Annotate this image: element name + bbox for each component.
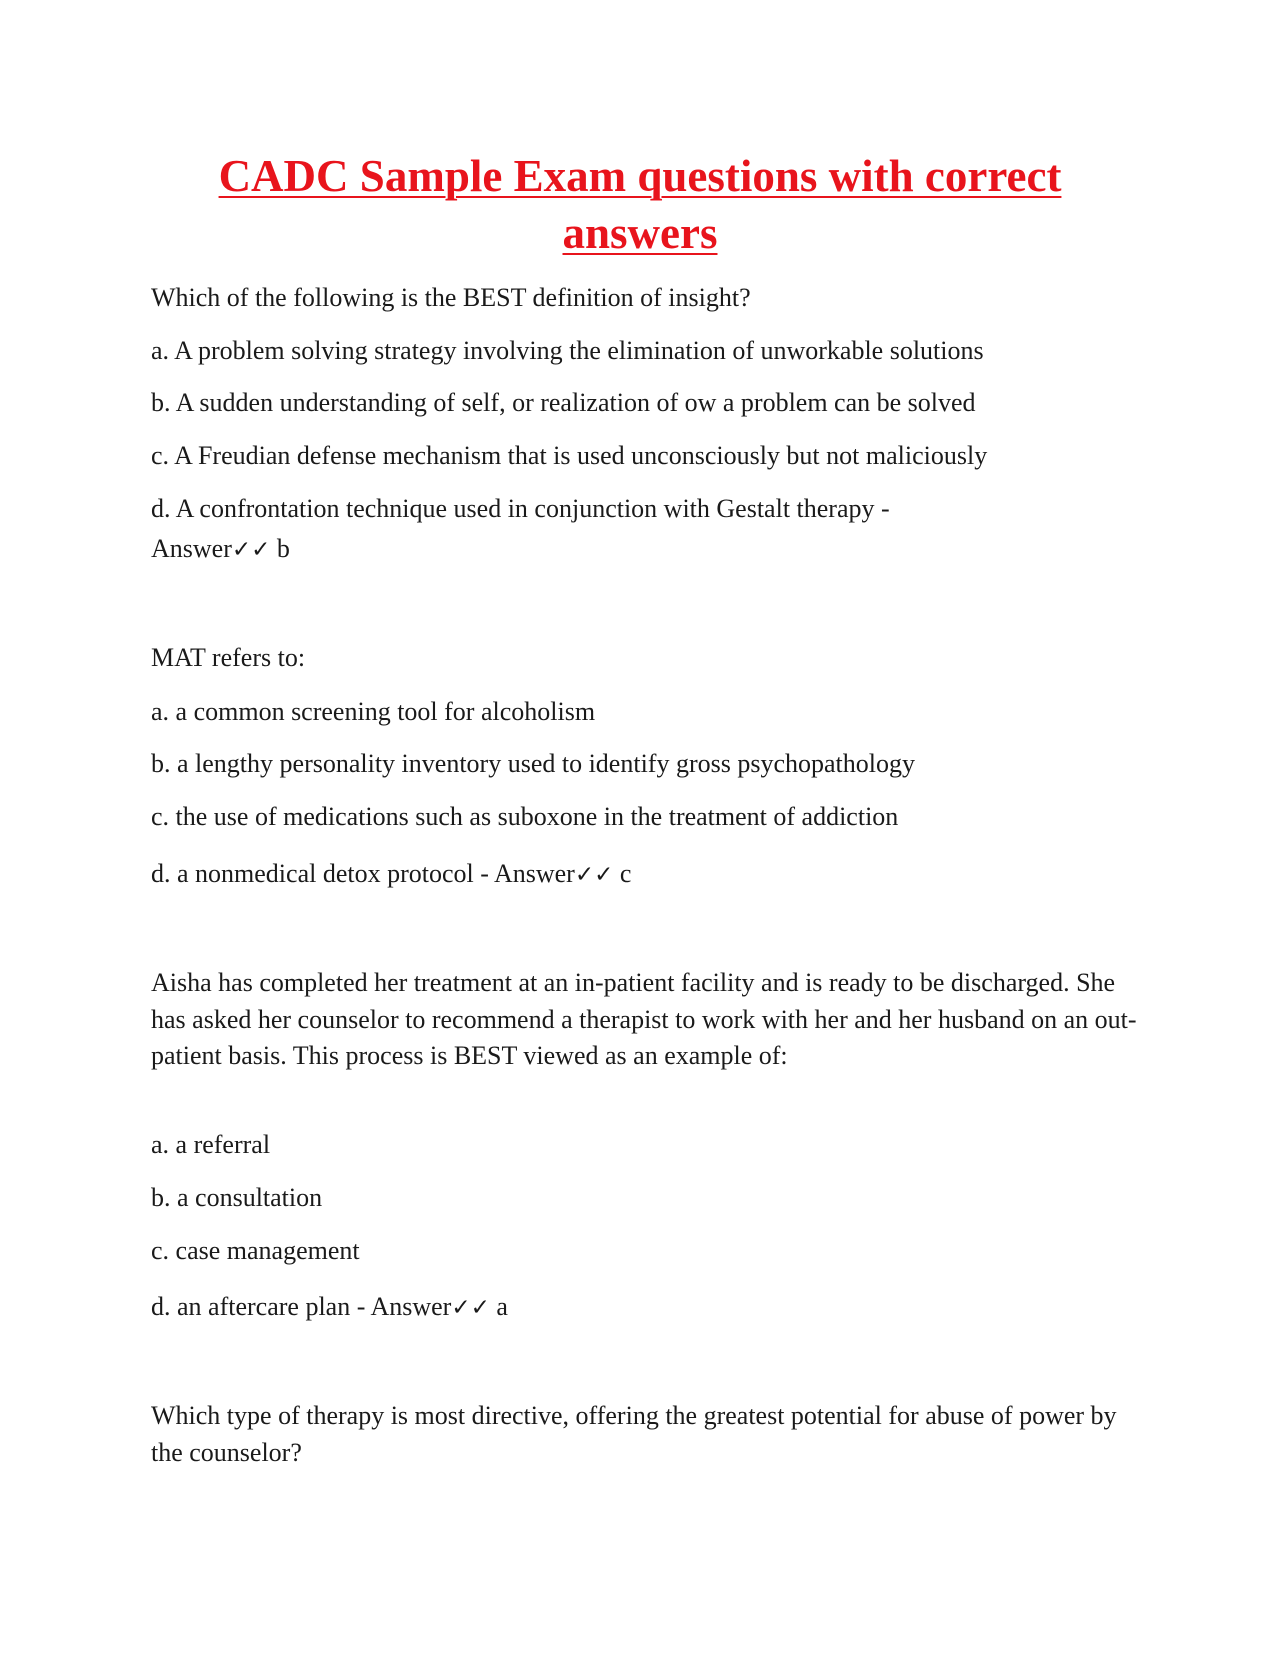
check-icon: ✓✓ [231, 537, 271, 563]
answer-label: Answer [493, 859, 575, 888]
question-1-option-b: b. A sudden understanding of self, or realization of ow a problem can be solved [151, 388, 976, 417]
question-3-option-b: b. a consultation [151, 1183, 323, 1212]
question-3-option-a: a. a referral [151, 1130, 271, 1159]
question-2-answer-line [151, 856, 1141, 893]
answer-letter: c [619, 859, 632, 888]
question-3-answer-line [151, 1289, 1141, 1326]
answer-label: Answer [370, 1292, 452, 1321]
question-1-option-a: a. A problem solving strategy involving the elimination of unworkable solutions [151, 336, 984, 365]
question-3-option-d: d. an aftercare plan - [151, 1292, 371, 1321]
question-1-option-d: d. A confrontation technique used in conjunction with Gestalt therapy - [151, 494, 890, 523]
answer-letter: a [496, 1292, 508, 1321]
question-2-option-c: c. the use of medications such as suboxone in the treatment of addiction [151, 802, 899, 831]
answer-letter: b [276, 534, 290, 563]
question-3-stem: Aisha has completed her treatment at an in-patient facility and is ready to be discharged. She has asked her counselor to recommend a therapist to work with her and her husband on an out-patient basis. This process is BEST viewed as an example of: [151, 968, 1137, 1070]
question-1-answer [151, 531, 1141, 568]
question-2-stem: MAT refers to: [151, 643, 306, 672]
question-1-stem: Which of the following is the BEST definition of insight? [151, 283, 751, 312]
check-icon: ✓✓ [451, 1295, 490, 1321]
question-4-stem: Which type of therapy is most directive, offering the greatest potential for abuse of power by the counselor? [151, 1401, 1117, 1467]
question-1-option-c: c. A Freudian defense mechanism that is used unconsciously but not maliciously [151, 441, 988, 470]
check-icon: ✓✓ [574, 862, 614, 888]
question-2-option-a: a. a common screening tool for alcoholism [151, 697, 596, 726]
question-2-option-b: b. a lengthy personality inventory used to identify gross psychopathology [151, 749, 915, 778]
question-3-option-c: c. case management [151, 1236, 360, 1265]
answer-label: Answer [151, 534, 232, 563]
question-2-option-d: d. a nonmedical detox protocol - [151, 859, 494, 888]
document-title: CADC Sample Exam questions with correct answers [218, 151, 1062, 258]
